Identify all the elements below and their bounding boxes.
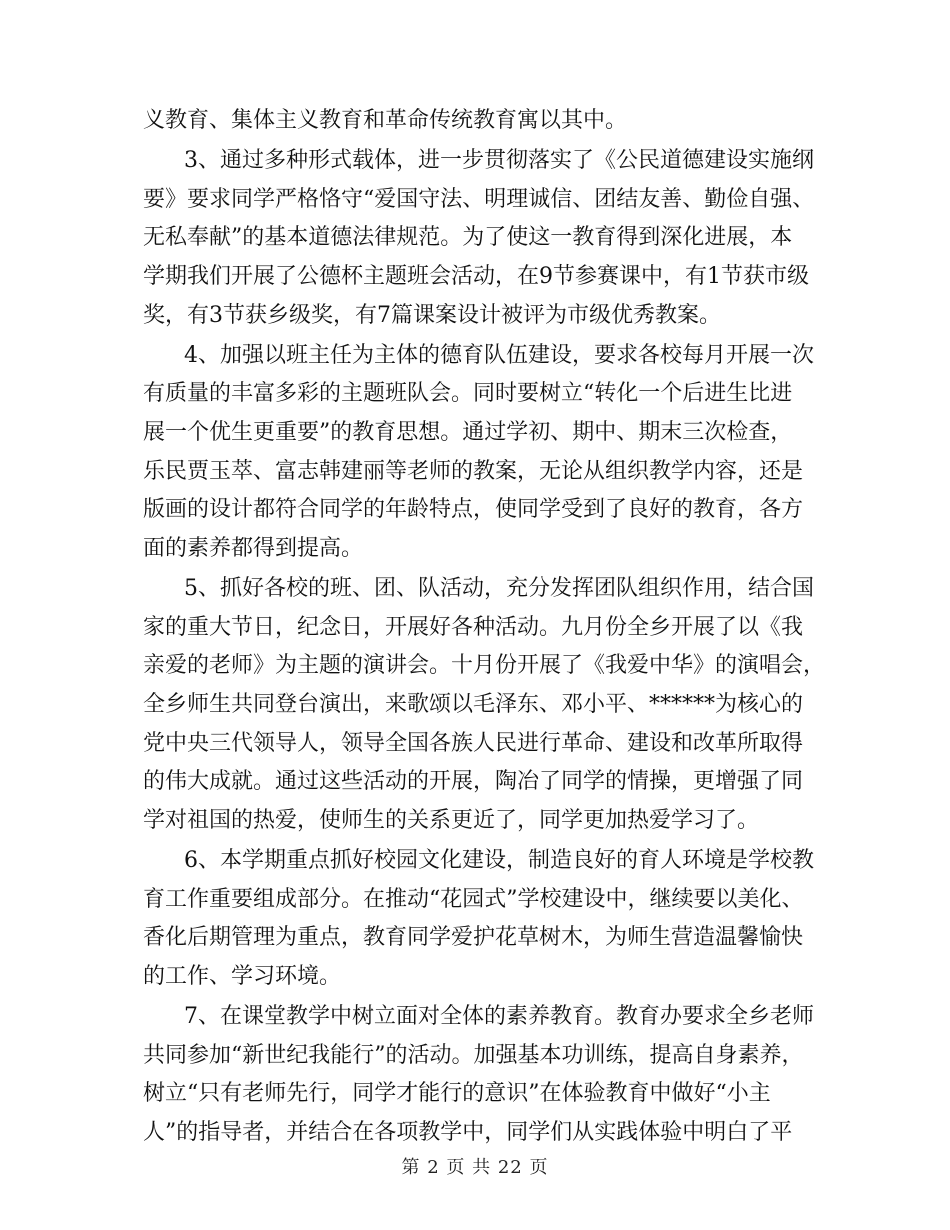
text-line: 亲爱的老师》为主题的演讲会。十月份开展了《我爱中华》的演唱会， — [143, 653, 826, 679]
text-line: 共同参加“新世纪我能行”的活动。加强基本功训练，提高自身素养， — [143, 1042, 804, 1068]
text-line: 5、抓好各校的班、团、队活动，充分发挥团队组织作用，结合国 — [184, 576, 814, 602]
text-line: 的工作、学习环境。 — [143, 963, 342, 989]
text-line: 党中央三代领导人，领导全国各族人民进行革命、建设和改革所取得 — [143, 730, 804, 756]
text-line: 6、本学期重点抓好校园文化建设，制造良好的育人环境是学校教 — [184, 848, 814, 874]
text-line: 4、加强以班主任为主体的德育队伍建设，要求各校每月开展一次 — [184, 342, 814, 368]
text-line: 奖，有3节获乡级奖，有7篇课案设计被评为市级优秀教案。 — [143, 302, 721, 328]
text-line: 学期我们开展了公德杯主题班会活动，在9节参赛课中，有1节获市级 — [143, 264, 809, 290]
page-footer: 第 2 页 共 22 页 — [401, 1157, 549, 1178]
text-line: 7、在课堂教学中树立面对全体的素养教育。教育办要求全乡老师 — [184, 1004, 814, 1030]
text-line: 的伟大成就。通过这些活动的开展，陶冶了同学的情操，更增强了同 — [143, 769, 804, 795]
text-line: 面的素养都得到提高。 — [143, 535, 364, 561]
text-line: 树立“只有老师先行，同学才能行的意识”在体验教育中做好“小主 — [143, 1081, 771, 1107]
text-line: 香化后期管理为重点，教育同学爱护花草树木，为师生营造温馨愉快 — [143, 925, 804, 951]
text-line: 义教育、集体主义教育和革命传统教育寓以其中。 — [143, 108, 628, 133]
text-line: 版画的设计都符合同学的年龄特点，使同学受到了良好的教育，各方 — [143, 497, 804, 523]
text-line: 无私奉献”的基本道德法律规范。为了使这一教育得到深化进展，本 — [143, 225, 793, 251]
text-line: 全乡师生共同登台演出，来歌颂以毛泽东、邓小平、******为核心的 — [143, 692, 804, 718]
text-line: 要》要求同学严格恪守“爱国守法、明理诚信、团结友善、勤俭自强、 — [143, 186, 815, 212]
text-line: 3、通过多种形式载体，进一步贯彻落实了《公民道德建设实施纲 — [184, 148, 814, 174]
text-line: 展一个优生更重要”的教育思想。通过学初、期中、期末三次检查， — [143, 420, 793, 446]
text-line: 育工作重要组成部分。在推动“花园式”学校建设中，继续要以美化、 — [143, 886, 804, 912]
text-line: 有质量的丰富多彩的主题班队会。同时要树立“转化一个后进生比进 — [143, 381, 793, 407]
text-line: 乐民贾玉萃、富志韩建丽等老师的教案，无论从组织教学内容，还是 — [143, 458, 804, 484]
text-line: 人”的指导者，并结合在各项教学中，同学们从实践体验中明白了平 — [143, 1120, 793, 1145]
text-line: 家的重大节日，纪念日，开展好各种活动。九月份全乡开展了以《我 — [143, 614, 804, 640]
text-line: 学对祖国的热爱，使师生的关系更近了，同学更加热爱学习了。 — [143, 807, 760, 833]
